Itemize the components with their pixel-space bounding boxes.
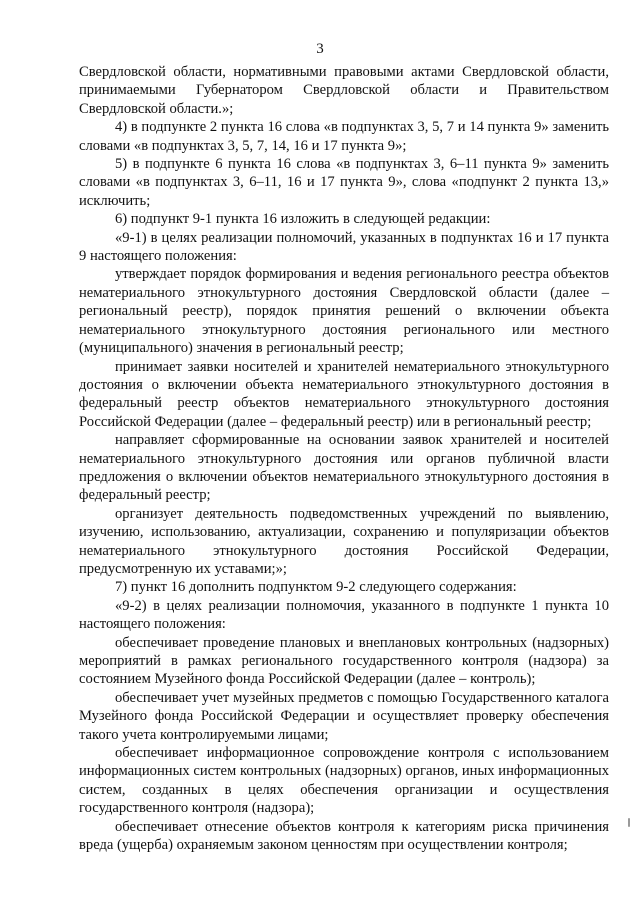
paragraph-sends-proposals: направляет сформированные на основании заявок хранителей и носителей нематериального этнокультурного достояния или органов публичной власти предложения о включении объектов нематериального этнокультурного достояния в федеральный реестр; bbox=[79, 432, 609, 504]
paragraph-continuation: Свердловской области, нормативными правовыми актами Свердловской области, принимаемыми Губернатором Свердловской области и Правительством Свердловской области.»; bbox=[79, 64, 609, 117]
paragraph-ensures-risk-categorization: обеспечивает отнесение объектов контроля к категориям риска причинения вреда (ущерба) охраняемым законом ценностям при осуществлении контроля; bbox=[79, 818, 609, 854]
paragraph-subitem-9-1: «9-1) в целях реализации полномочий, указанных в подпунктах 16 и 17 пункта 9 настоящего положения: bbox=[79, 229, 609, 265]
paragraph-accepts-applications: принимает заявки носителей и хранителей нематериального этнокультурного достояния о включении объекта нематериального этнокультурного достояния в федеральный реестр объектов нематериального этнокультурного достояния Российской Федерации (далее – федеральный реестр) или в региональный реестр; bbox=[79, 358, 609, 430]
paragraph-approves-procedure: утверждает порядок формирования и ведения регионального реестра объектов нематериального этнокультурного достояния Свердловской области (далее – региональный реестр), порядок принятия решений о включении объекта нематериального этнокультурного достояния регионального или местного (муниципального) значения в региональный реестр; bbox=[79, 266, 609, 357]
scan-artifact-mark bbox=[628, 818, 630, 827]
paragraph-item-6: 6) подпункт 9-1 пункта 16 изложить в следующей редакции: bbox=[115, 211, 491, 228]
paragraph-ensures-accounting: обеспечивает учет музейных предметов с помощью Государственного каталога Музейного фонда Российской Федерации и осуществляет проверку обеспечения такого учета контролируемыми лицами; bbox=[79, 689, 609, 743]
paragraph-ensures-inspections: обеспечивает проведение плановых и внеплановых контрольных (надзорных) мероприятий в рамках регионального государственного контроля (надзора) за состоянием Музейного фонда Российской Федерации (далее – контроль); bbox=[79, 634, 609, 688]
paragraph-item-4: 4) в подпункте 2 пункта 16 слова «в подпунктах 3, 5, 7 и 14 пункта 9» заменить словами «в подпунктах 3, 5, 7, 14, 16 и 17 пункта 9»; bbox=[79, 119, 609, 154]
document-body bbox=[79, 63, 609, 854]
page-number: 3 bbox=[316, 41, 324, 57]
paragraph-ensures-information-support: обеспечивает информационное сопровождение контроля с использованием информационных систем контрольных (надзорных) органов, иных информационных систем, созданных в целях обеспечения организации и осуществления государственного контроля (надзора); bbox=[79, 745, 609, 817]
paragraph-item-7: 7) пункт 16 дополнить подпунктом 9-2 следующего содержания: bbox=[115, 579, 517, 596]
paragraph-subitem-9-2: «9-2) в целях реализации полномочия, указанного в подпункте 1 пункта 10 настоящего положения: bbox=[79, 597, 609, 633]
paragraph-organizes-activity: организует деятельность подведомственных учреждений по выявлению, изучению, использованию, актуализации, сохранению и популяризации объектов нематериального этнокультурного достояния Российской Федерации, предусмотренную их уставами;»; bbox=[79, 505, 609, 577]
paragraph-item-5: 5) в подпункте 6 пункта 16 слова «в подпунктах 3, 6–11 пункта 9» заменить словами «в подпунктах 3, 6–11, 16 и 17 пункта 9», слова «подпункт 2 пункта 13,» исключить; bbox=[79, 156, 609, 209]
